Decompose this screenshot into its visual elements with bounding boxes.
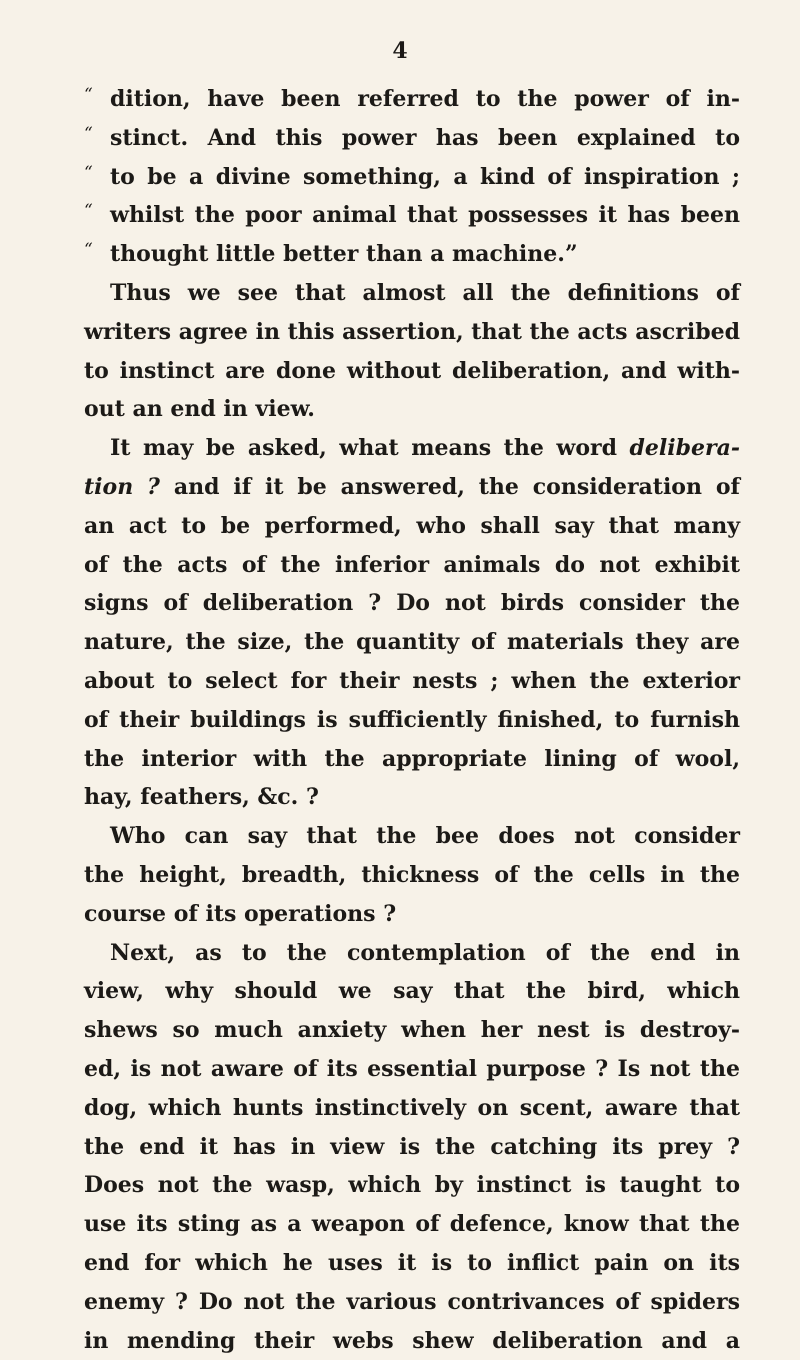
text-line: enemy ? Do not the various contrivances of spiders — [84, 1283, 740, 1322]
text-line: the interior with the appropriate lining of wool, — [84, 740, 740, 779]
text-line — [84, 158, 740, 197]
line-text: thought little better than a machine.” — [110, 241, 578, 267]
italic-word: delibera- — [630, 435, 740, 461]
body-text — [84, 80, 740, 1360]
text-line — [84, 235, 740, 274]
text-line: Thus we see that almost all the definitions of — [84, 274, 740, 313]
text-line: end for which he uses it is to inflict pain on its — [84, 1244, 740, 1283]
text-line: to instinct are done without deliberation, and with- — [84, 352, 740, 391]
line-text: stinct. And this power has been explained to — [110, 125, 740, 151]
text-line: signs of deliberation ? Do not birds consider the — [84, 584, 740, 623]
text-line: in mending their webs shew deliberation and a — [84, 1322, 740, 1360]
page-number: 4 — [0, 38, 800, 64]
text-line — [84, 468, 740, 507]
text-line: of their buildings is sufficiently finished, to furnish — [84, 701, 740, 740]
text-line — [84, 429, 740, 468]
text-line: of the acts of the inferior animals do not exhibit — [84, 546, 740, 585]
line-text: dition, have been referred to the power of in- — [110, 86, 740, 112]
text-line — [84, 80, 740, 119]
text-line: course of its operations ? — [84, 895, 740, 934]
line-text: and if it be answered, the consideration of — [174, 474, 740, 500]
text-line: out an end in view. — [84, 390, 740, 429]
text-line: dog, which hunts instinctively on scent, aware that — [84, 1089, 740, 1128]
italic-word: tion ? — [84, 474, 160, 500]
quote-mark: “ — [84, 231, 93, 270]
quote-mark: “ — [84, 115, 93, 154]
text-line: Does not the wasp, which by instinct is taught to — [84, 1166, 740, 1205]
quote-mark: “ — [84, 154, 93, 193]
text-line: Who can say that the bee does not consider — [84, 817, 740, 856]
text-line: an act to be performed, who shall say that many — [84, 507, 740, 546]
line-text: It may be asked, what means the word — [110, 435, 617, 461]
text-line — [84, 196, 740, 235]
quote-mark: “ — [84, 76, 93, 115]
text-line: Next, as to the contemplation of the end in — [84, 934, 740, 973]
text-line: view, why should we say that the bird, which — [84, 972, 740, 1011]
text-line: writers agree in this assertion, that the acts ascribed — [84, 313, 740, 352]
text-line: the end it has in view is the catching its prey ? — [84, 1128, 740, 1167]
text-line: the height, breadth, thickness of the cells in the — [84, 856, 740, 895]
quote-mark: “ — [84, 192, 93, 231]
line-text: whilst the poor animal that possesses it has been — [110, 202, 740, 228]
text-line: hay, feathers, &c. ? — [84, 778, 740, 817]
text-line: ed, is not aware of its essential purpose ? Is not the — [84, 1050, 740, 1089]
text-line: shews so much anxiety when her nest is destroy- — [84, 1011, 740, 1050]
text-line: use its sting as a weapon of defence, know that the — [84, 1205, 740, 1244]
line-text: to be a divine something, a kind of inspiration ; — [110, 164, 740, 190]
text-line: about to select for their nests ; when the exterior — [84, 662, 740, 701]
text-line: nature, the size, the quantity of materials they are — [84, 623, 740, 662]
text-line — [84, 119, 740, 158]
